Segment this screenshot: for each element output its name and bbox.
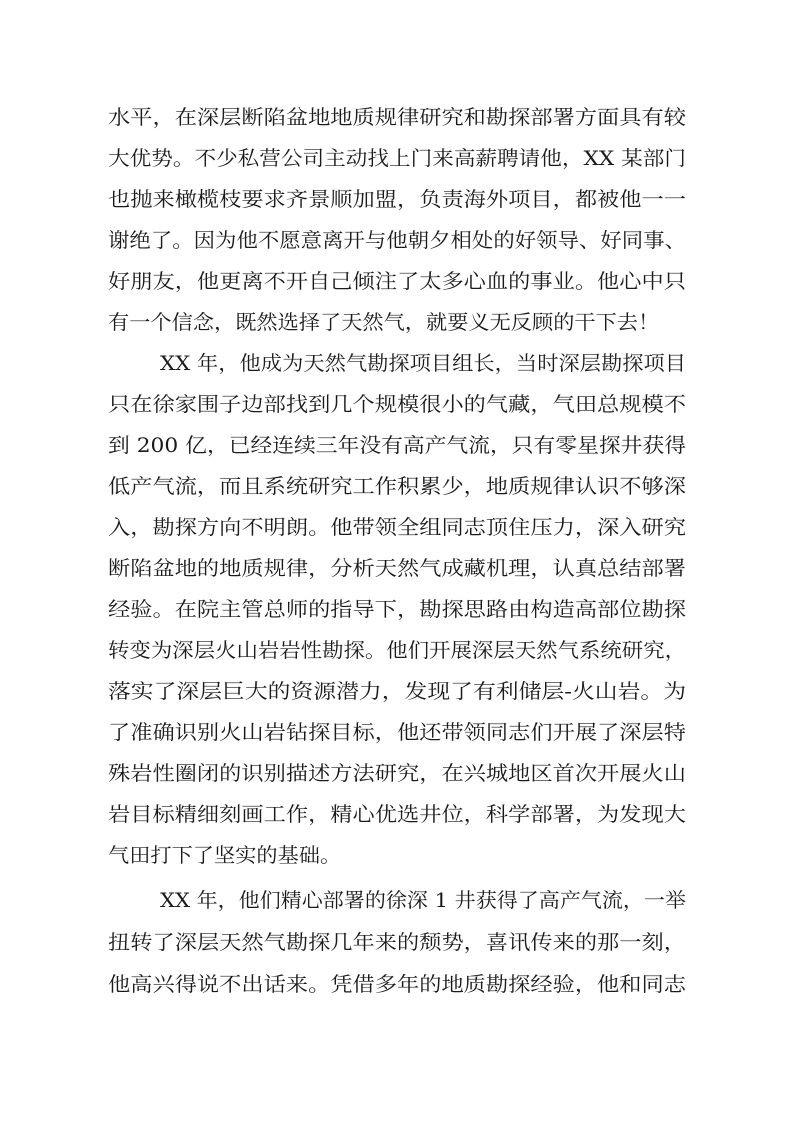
text-line <box>0 384 794 424</box>
line-text: 大优势。不少私营公司主动找上门来高薪聘请他，XX 某部门 <box>108 146 687 170</box>
line-text: 断陷盆地的地质规律，分析天然气成藏机理，认真总结部署 <box>108 556 686 580</box>
text-line <box>0 343 794 383</box>
text-line <box>0 302 794 342</box>
line-text: 经验。在院主管总师的指导下，勘探思路由构造高部位勘探 <box>108 597 686 621</box>
text-line <box>0 138 794 178</box>
text-line <box>0 835 794 875</box>
line-text: 也抛来橄榄枝要求齐景顺加盟，负责海外项目，都被他一一 <box>108 187 686 211</box>
text-line <box>0 922 794 962</box>
text-line <box>0 712 794 752</box>
text-line <box>0 507 794 547</box>
line-text: XX 年，他们精心部署的徐深 1 井获得了高产气流，一举 <box>160 888 686 912</box>
line-text: 好朋友，他更离不开自己倾注了太多心血的事业。他心中只 <box>108 269 686 293</box>
line-text: 扭转了深层天然气勘探几年来的颓势，喜讯传来的那一刻， <box>108 930 686 954</box>
text-line <box>0 466 794 506</box>
line-text: 谢绝了。因为他不愿意离开与他朝夕相处的好领导、好同事、 <box>108 228 687 252</box>
line-text: 了准确识别火山岩钻探目标，他还带领同志们开展了深层特 <box>108 720 686 744</box>
text-line <box>0 548 794 588</box>
text-line <box>0 261 794 301</box>
line-text: 入，勘探方向不明朗。他带领全组同志顶住压力，深入研究 <box>108 515 686 539</box>
text-line <box>0 630 794 670</box>
text-line <box>0 671 794 711</box>
line-text: 低产气流，而且系统研究工作积累少，地质规律认识不够深 <box>108 474 686 498</box>
line-text: XX 年，他成为天然气勘探项目组长，当时深层勘探项目 <box>160 351 687 375</box>
line-text: 他高兴得说不出话来。凭借多年的地质勘探经验，他和同志 <box>108 972 686 996</box>
line-text: 落实了深层巨大的资源潜力，发现了有利储层-火山岩。为 <box>108 679 687 703</box>
text-line <box>0 220 794 260</box>
text-line <box>0 425 794 465</box>
text-line <box>0 97 794 137</box>
line-text: 到 200 亿，已经连续三年没有高产气流，只有零星探井获得 <box>108 433 686 457</box>
text-line <box>0 589 794 629</box>
line-text: 气田打下了坚实的基础。 <box>108 843 342 867</box>
line-text: 岩目标精细刻画工作，精心优选井位，科学部署，为发现大 <box>108 802 686 826</box>
line-text: 转变为深层火山岩岩性勘探。他们开展深层天然气系统研究， <box>108 638 687 662</box>
text-line <box>0 179 794 219</box>
text-line <box>0 753 794 793</box>
line-text: 殊岩性圈闭的识别描述方法研究，在兴城地区首次开展火山 <box>108 761 686 785</box>
text-line <box>0 794 794 834</box>
line-text: 只在徐家围子边部找到几个规模很小的气藏，气田总规模不 <box>108 392 686 416</box>
line-text: 水平，在深层断陷盆地地质规律研究和勘探部署方面具有较 <box>108 105 686 129</box>
text-line <box>0 880 794 920</box>
line-text: 有一个信念，既然选择了天然气，就要义无反顾的干下去！ <box>108 310 660 334</box>
text-line <box>0 964 794 1004</box>
